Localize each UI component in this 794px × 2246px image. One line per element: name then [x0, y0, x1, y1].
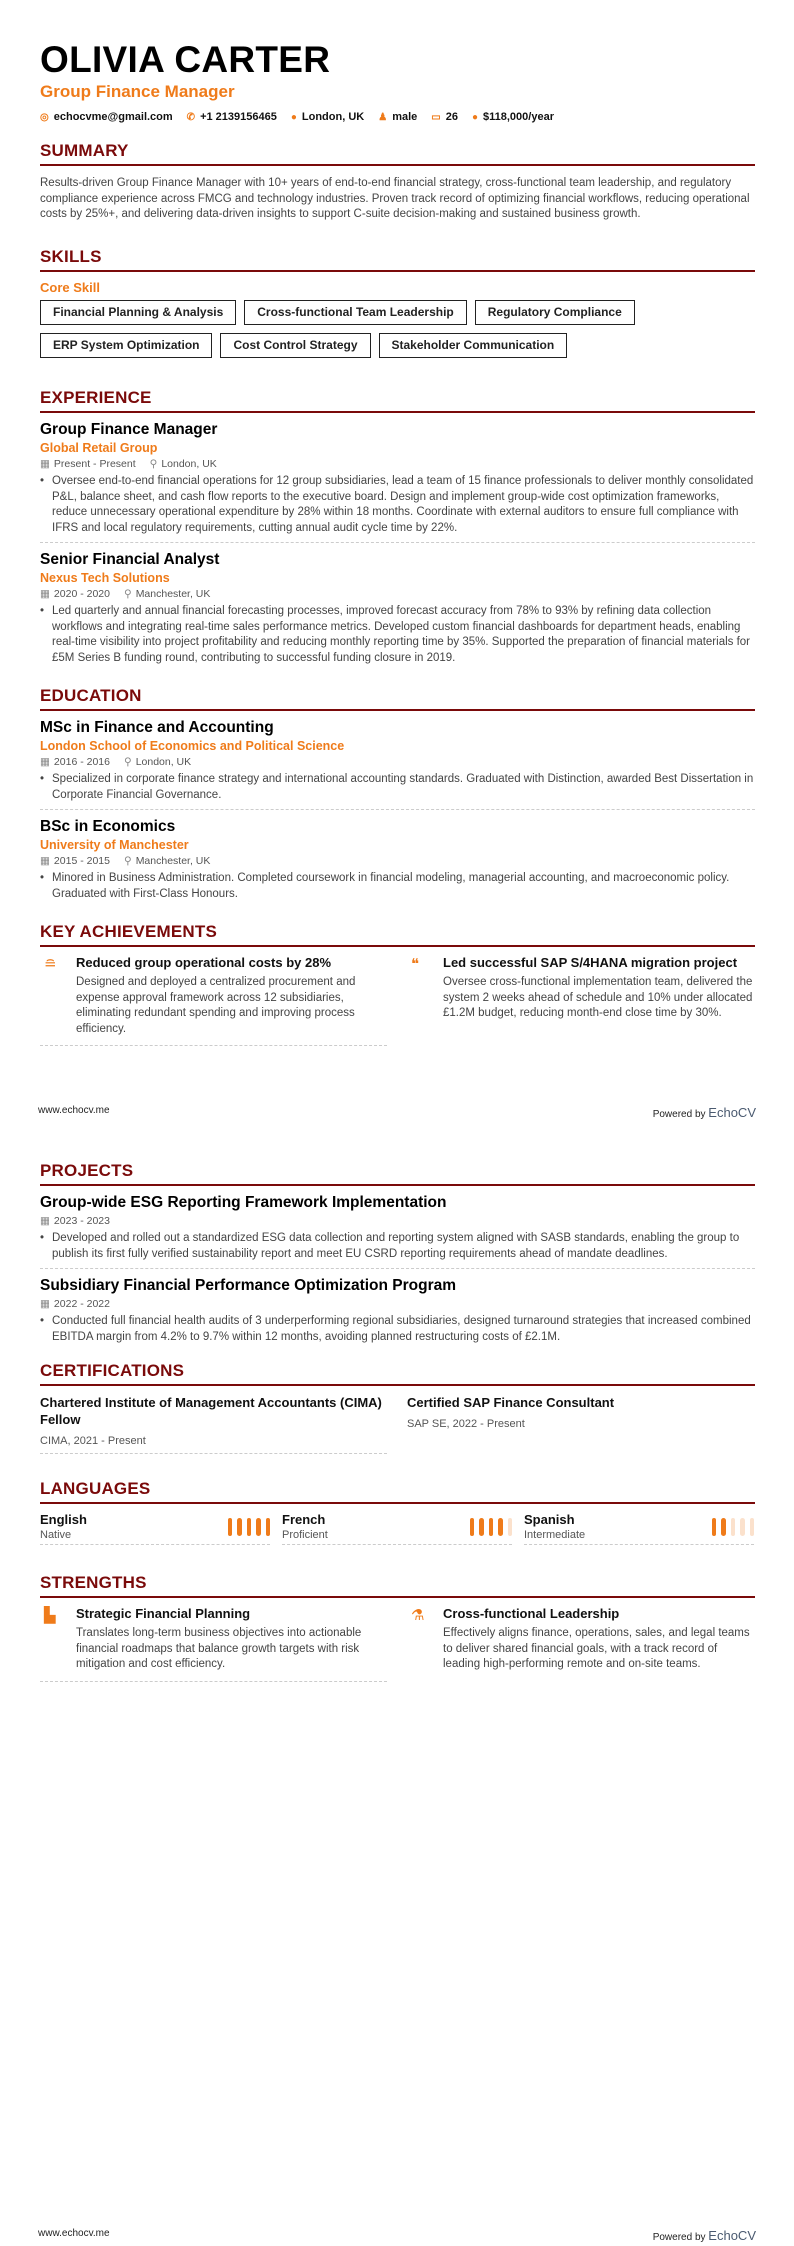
rating-bar: [247, 1518, 252, 1536]
entry-meta: [40, 1298, 755, 1310]
dates: Present - Present: [53, 458, 136, 470]
education-entry: [40, 810, 755, 908]
achievement-desc: Oversee cross-functional implementation team, delivered the system 2 weeks ahead of schedule and 10% under allocated £1.2M budget, reducing month-end close time by 30%.: [443, 976, 753, 1019]
rating-bar: [508, 1518, 513, 1536]
language-name: Spanish: [524, 1512, 575, 1527]
section-heading: LANGUAGES: [40, 1479, 755, 1504]
languages-section: [40, 1479, 755, 1545]
rating-bar: [750, 1518, 755, 1536]
bullet-item: [40, 1231, 755, 1262]
rating-bar: [712, 1518, 717, 1536]
dates: 2022 - 2022: [53, 1298, 110, 1310]
contact-text: $118,000/year: [483, 111, 554, 123]
skill-chip: Regulatory Compliance: [475, 300, 635, 325]
dates: 2020 - 2020: [53, 588, 110, 600]
section-heading: SKILLS: [40, 247, 755, 272]
footer-url[interactable]: www.echocv.me: [38, 2228, 110, 2239]
company-name: Nexus Tech Solutions: [40, 571, 170, 585]
skill-chip: ERP System Optimization: [40, 333, 212, 358]
school-name: University of Manchester: [40, 838, 189, 852]
location-icon: ⚲: [123, 756, 132, 768]
calendar-icon: ▦: [40, 588, 50, 600]
document-icon: ▙: [44, 1607, 56, 1624]
bullet-item: [40, 871, 755, 902]
strengths-section: [40, 1573, 755, 1682]
language-item: [282, 1512, 512, 1545]
brand-logo[interactable]: EchoCV: [708, 2228, 756, 2243]
education-section: [40, 686, 755, 908]
contact-text: echocvme@gmail.com: [53, 111, 173, 123]
rating-bar: [479, 1518, 484, 1536]
contact-gender: [378, 111, 417, 123]
money-icon: ●: [471, 112, 479, 123]
language-level: Native: [40, 1529, 72, 1541]
cake-icon: ≘: [44, 956, 57, 973]
location-icon: ⚲: [149, 458, 158, 470]
bullet-text: Minored in Business Administration. Completed coursework in financial modeling, managerial accounting, and macroeconomic policy. Graduated with First-Class Honours.: [52, 872, 730, 900]
skill-chips: [40, 300, 755, 358]
candidate-name: OLIVIA CARTER: [40, 39, 331, 80]
email-icon: ◎: [40, 112, 49, 123]
job-title: Group Finance Manager: [40, 421, 218, 438]
dates: 2023 - 2023: [53, 1215, 110, 1227]
section-heading: KEY ACHIEVEMENTS: [40, 922, 755, 947]
rating-bar: [266, 1518, 271, 1536]
calendar-icon: ▦: [40, 756, 50, 768]
entry-meta: [40, 855, 755, 867]
certification-title: Certified SAP Finance Consultant: [407, 1395, 615, 1410]
rating-bar: [498, 1518, 503, 1536]
skill-chip: Financial Planning & Analysis: [40, 300, 236, 325]
calendar-icon: ▦: [40, 1215, 50, 1227]
entry-meta: [40, 1215, 755, 1227]
rating-bar: [237, 1518, 242, 1536]
strength-desc: Effectively aligns finance, operations, sales, and legal teams to deliver shared financial goals, with a track record of leading high-performing remote and on-site teams.: [443, 1627, 750, 1670]
skill-chip: Cross-functional Team Leadership: [244, 300, 466, 325]
achievement-title: Reduced group operational costs by 28%: [76, 955, 331, 970]
company-name: Global Retail Group: [40, 441, 158, 455]
footer-url[interactable]: www.echocv.me: [38, 1105, 110, 1116]
candidate-title: Group Finance Manager: [40, 82, 235, 101]
bullet-text: Developed and rolled out a standardized ESG data collection and reporting system aligned with SASB standards, enabling the group to publish its first fully verified sustainability report and meet EU CSRD reporting requirements ahead of mandate deadlines.: [52, 1232, 740, 1260]
contact-email[interactable]: [40, 111, 173, 123]
person-icon: ♟: [378, 112, 388, 123]
language-rating: [470, 1512, 513, 1541]
summary-text: Results-driven Group Finance Manager with 10+ years of end-to-end financial strategy, cross-functional team leadership, and regulatory compliance experience across FMCG and technology industries. Proven track record of optimizing financial workflows, reducing operational costs by 25%+, and delivering data-driven insights to support C-suite decision-making and sustained business growth.: [40, 177, 750, 220]
chat-icon: ❝: [411, 956, 420, 973]
calendar-icon: ▦: [40, 1298, 50, 1310]
languages-list: [40, 1512, 755, 1545]
powered-by: [653, 2228, 756, 2243]
achievement-title: Led successful SAP S/4HANA migration project: [443, 955, 738, 970]
language-item: [40, 1512, 270, 1545]
dates: 2016 - 2016: [53, 756, 110, 768]
achievement-item: [40, 955, 387, 1046]
bullet-icon: •: [40, 475, 45, 487]
powered-by: [653, 1105, 756, 1120]
project-title: Subsidiary Financial Performance Optimization Program: [40, 1277, 457, 1294]
rating-bar: [470, 1518, 475, 1536]
bullet-icon: •: [40, 605, 45, 617]
contact-text: +1 2139156465: [200, 111, 277, 123]
bullet-icon: •: [40, 1315, 45, 1327]
skill-group-title: Core Skill: [40, 280, 100, 295]
achievements-section: [40, 922, 755, 1046]
location: London, UK: [135, 756, 192, 768]
contact-age: [431, 111, 458, 123]
bullet-icon: •: [40, 872, 45, 884]
contact-text: male: [392, 111, 418, 123]
certifications-section: [40, 1361, 755, 1454]
degree: BSc in Economics: [40, 818, 176, 835]
entry-meta: [40, 756, 755, 768]
section-heading: EXPERIENCE: [40, 388, 755, 413]
strengths-grid: [40, 1606, 755, 1682]
bullet-text: Led quarterly and annual financial forecasting processes, improved forecast accuracy from 78% to 93% by refining data collection workflows and integrating real-time sales performance metrics. Developed custom financial dashboards for department heads, enabling real-time visibility into project profitability and reducing monthly reporting time by 35%. Supported the preparation of financial materials for £5M Series B funding round, contributing to successful funding closure in 2019.: [52, 605, 751, 664]
experience-entry: [40, 413, 755, 543]
location-icon: ⚲: [123, 855, 132, 867]
calendar-icon: ▦: [40, 855, 50, 867]
certification-title: Chartered Institute of Management Accountants (CIMA) Fellow: [40, 1395, 382, 1427]
achievement-item: [407, 955, 754, 1046]
language-rating: [228, 1512, 271, 1541]
section-heading: PROJECTS: [40, 1161, 755, 1186]
experience-entry: [40, 543, 755, 672]
location: London, UK: [161, 458, 217, 470]
job-title: Senior Financial Analyst: [40, 551, 220, 568]
calendar-icon: ▦: [40, 458, 50, 470]
strength-title: Strategic Financial Planning: [76, 1606, 251, 1621]
contact-phone[interactable]: [187, 111, 277, 123]
location-icon: ●: [290, 112, 297, 123]
rating-bar: [740, 1518, 745, 1536]
entry-meta: [40, 588, 755, 600]
experience-section: [40, 388, 755, 672]
certification-item: [407, 1394, 754, 1454]
bullet-item: [40, 604, 755, 666]
contact-text: 26: [445, 111, 458, 123]
projects-section: [40, 1161, 755, 1351]
language-level: Proficient: [282, 1529, 328, 1541]
contact-row: [40, 111, 755, 123]
rating-bar: [731, 1518, 736, 1536]
strength-desc: Translates long-term business objectives into actionable financial roadmaps that balance growth targets with risk mitigation and cost efficiency.: [76, 1627, 362, 1670]
rating-bar: [256, 1518, 261, 1536]
bullet-text: Specialized in corporate finance strategy and international accounting standards. Graduated with Distinction, awarded Best Dissertation in Corporate Financial Governance.: [52, 773, 754, 801]
degree: MSc in Finance and Accounting: [40, 719, 274, 736]
powered-label: Powered by: [652, 2232, 706, 2243]
rating-bar: [489, 1518, 494, 1536]
project-entry: [40, 1186, 755, 1269]
certification-item: [40, 1394, 387, 1454]
achievements-grid: [40, 955, 755, 1046]
dates: 2015 - 2015: [53, 855, 110, 867]
skills-section: [40, 247, 755, 358]
bullet-text: Conducted full financial health audits of 3 underperforming regional subsidiaries, designed turnaround strategies that increased combined EBITDA margin from 4.2% to 9.7% within 12 months, avoiding planned restructuring costs of £2.1M.: [52, 1315, 751, 1343]
language-name: French: [282, 1512, 326, 1527]
powered-label: Powered by: [652, 1109, 706, 1120]
achievement-desc: Designed and deployed a centralized procurement and expense approval framework across 12 subsidiaries, eliminating redundant spending and improving process efficiency.: [76, 976, 356, 1035]
skill-chip: Stakeholder Communication: [379, 333, 568, 358]
strength-title: Cross-functional Leadership: [443, 1606, 620, 1621]
bullet-item: [40, 772, 755, 803]
language-name: English: [40, 1512, 87, 1527]
section-heading: STRENGTHS: [40, 1573, 755, 1598]
language-level: Intermediate: [524, 1529, 586, 1541]
education-entry: [40, 711, 755, 810]
bullet-item: [40, 1314, 755, 1345]
brand-logo[interactable]: EchoCV: [708, 1105, 756, 1120]
section-heading: SUMMARY: [40, 141, 755, 166]
resume-page-2: [0, 1123, 794, 2246]
location-icon: ⚲: [123, 588, 132, 600]
language-rating: [712, 1512, 755, 1541]
contact-location: [291, 111, 364, 123]
project-entry: [40, 1269, 755, 1351]
summary-section: [40, 141, 755, 223]
certification-meta: CIMA, 2021 - Present: [40, 1435, 146, 1447]
strength-item: [40, 1606, 387, 1682]
contact-text: London, UK: [301, 111, 365, 123]
location: Manchester, UK: [135, 855, 211, 867]
page-footer: [38, 1105, 756, 1120]
phone-icon: ✆: [186, 112, 196, 123]
language-item: [524, 1512, 754, 1545]
school-name: London School of Economics and Political Science: [40, 739, 345, 753]
skill-chip: Cost Control Strategy: [220, 333, 370, 358]
flask-icon: ⚗: [411, 1607, 425, 1624]
certifications-grid: [40, 1394, 755, 1454]
header: [40, 40, 755, 123]
entry-meta: [40, 458, 755, 470]
bullet-text: Oversee end-to-end financial operations for 12 group subsidiaries, lead a team of 15 finance professionals to deliver monthly consolidated P&L, balance sheet, and cash flow reports to the executive board. Design and implement group-wide cost optimization frameworks, reduce unnecessary operational expenditure by 28% within 18 months. Coordinate with external auditors to ensure full compliance with IFRS and local regulatory requirements, cutting annual audit cycle time by 22%.: [52, 475, 754, 534]
strength-item: [407, 1606, 754, 1682]
location: Manchester, UK: [135, 588, 211, 600]
project-title: Group-wide ESG Reporting Framework Implementation: [40, 1194, 447, 1211]
rating-bar: [721, 1518, 726, 1536]
page-footer: [38, 2228, 756, 2243]
bullet-icon: •: [40, 773, 45, 785]
bullet-icon: •: [40, 1232, 45, 1244]
calendar-icon: ▭: [431, 112, 441, 123]
certification-meta: SAP SE, 2022 - Present: [407, 1418, 525, 1430]
section-heading: EDUCATION: [40, 686, 755, 711]
section-heading: CERTIFICATIONS: [40, 1361, 755, 1386]
contact-salary: [472, 111, 554, 123]
bullet-item: [40, 474, 755, 536]
rating-bar: [228, 1518, 233, 1536]
